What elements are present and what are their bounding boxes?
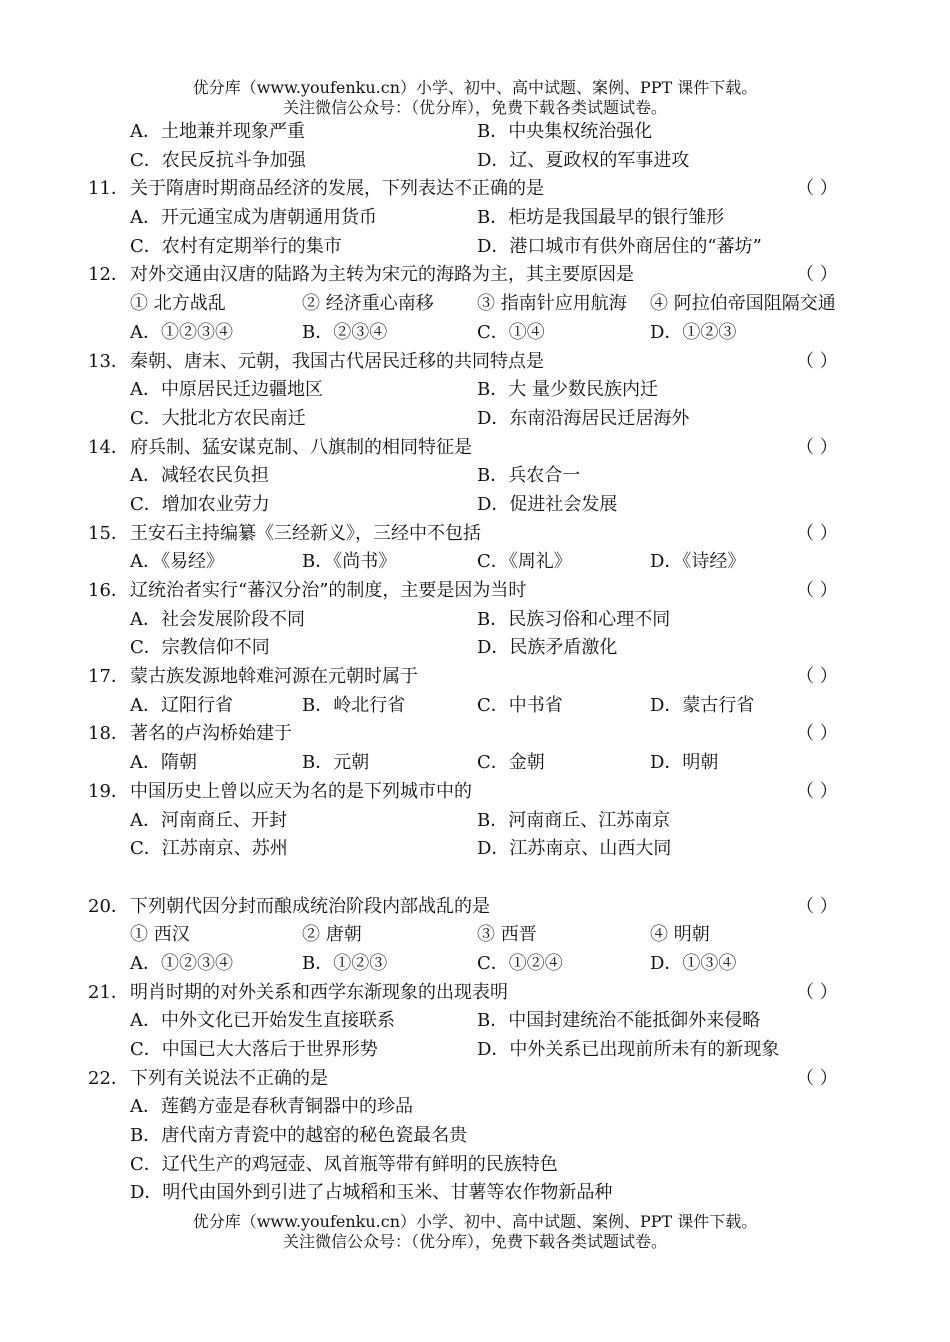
option-d: D．①②③ xyxy=(650,321,737,343)
answer-blank: （ ） xyxy=(796,1067,838,1089)
option-a: A．中外文化已开始发生直接联系 xyxy=(130,1010,395,1032)
option-b: B．岭北行省 xyxy=(302,694,406,716)
question-number: 22． xyxy=(88,1067,129,1089)
option-c: C．中国已大大落后于世界形势 xyxy=(130,1039,378,1060)
option-row xyxy=(88,1007,858,1036)
option-row xyxy=(88,835,858,864)
option-a: A．河南商丘、开封 xyxy=(130,809,287,831)
option-a: A．《易经》 xyxy=(130,551,224,573)
option-row xyxy=(88,204,858,233)
header-line-2: 关注微信公众号：（优分库），免费下载各类试题试卷。 xyxy=(282,98,667,117)
option-d: D．蒙古行省 xyxy=(650,694,755,716)
question-19 xyxy=(88,778,858,807)
option-row xyxy=(88,634,858,663)
option-row xyxy=(88,462,858,491)
option-d: D．中外关系已出现前所未有的新现象 xyxy=(477,1039,780,1060)
option-a: A．莲鹤方壶是春秋青铜器中的珍品 xyxy=(130,1096,413,1118)
option-b: B．中央集权统治强化 xyxy=(477,121,653,142)
option-row xyxy=(88,233,858,262)
question-number: 12． xyxy=(88,264,129,286)
question-number: 20． xyxy=(88,895,129,917)
option-b: B．《尚书》 xyxy=(302,551,397,573)
question-stem: 下列有关说法不正确的是 xyxy=(130,1067,328,1089)
option-c: C．农村有定期举行的集市 xyxy=(130,235,342,257)
answer-blank: （ ） xyxy=(796,780,838,802)
option-d: D．东南沿海居民迁居海外 xyxy=(477,407,690,429)
page-footer xyxy=(0,1212,950,1252)
option-row xyxy=(88,1093,858,1122)
question-number: 18． xyxy=(88,723,129,745)
option-d: D．港口城市有供外商居住的“蕃坊” xyxy=(477,235,762,257)
option-a: A．开元通宝成为唐朝通用货币 xyxy=(130,207,377,229)
question-stem: 关于隋唐时期商品经济的发展，下列表达不正确的是 xyxy=(130,178,544,200)
option-b: B．元朝 xyxy=(302,752,370,774)
option-d: D．①③④ xyxy=(650,952,737,974)
option-c: C．宗教信仰不同 xyxy=(130,637,270,659)
option-c: C．金朝 xyxy=(477,752,545,774)
question-13 xyxy=(88,348,858,377)
answer-blank: （ ） xyxy=(796,580,838,601)
option-b: B．兵农合一 xyxy=(477,465,581,487)
option-row xyxy=(88,405,858,434)
option-row xyxy=(88,376,858,405)
option-row xyxy=(88,548,858,577)
option-c: C．江苏南京、苏州 xyxy=(130,838,288,860)
option-d: D．明朝 xyxy=(650,752,719,774)
answer-blank: （ ） xyxy=(796,436,838,458)
option-row xyxy=(88,319,858,348)
question-stem: 下列朝代因分封而酿成统治阶段内部战乱的是 xyxy=(130,895,490,917)
option-row xyxy=(88,692,858,721)
option-a: A．辽阳行省 xyxy=(130,694,233,716)
question-number: 17． xyxy=(88,666,129,688)
question-stem: 蒙古族发源地斡难河源在元朝时属于 xyxy=(130,666,418,688)
option-a: A．中原居民迁边疆地区 xyxy=(130,379,323,401)
option-d: D．《诗经》 xyxy=(650,551,746,573)
question-11 xyxy=(88,175,858,204)
statement-4: ④ 阿拉伯帝国阻隔交通 xyxy=(650,293,836,315)
option-a: A．①②③④ xyxy=(130,321,233,343)
question-list xyxy=(88,118,858,1208)
option-row xyxy=(88,147,858,176)
option-c: C．增加农业劳力 xyxy=(130,493,270,515)
statement-3: ③ 西晋 xyxy=(477,924,537,946)
answer-blank: （ ） xyxy=(796,666,838,688)
option-c: C．辽代生产的鸡冠壶、凤首瓶等带有鲜明的民族特色 xyxy=(130,1153,558,1175)
question-stem: 著名的卢沟桥始建于 xyxy=(130,723,292,745)
option-b: B．唐代南方青瓷中的越窑的秘色瓷最名贵 xyxy=(130,1125,468,1147)
question-stem: 府兵制、猛安谋克制、八旗制的相同特征是 xyxy=(130,436,472,458)
option-b: B．中国封建统治不能抵御外来侵略 xyxy=(477,1010,761,1032)
option-a: A．社会发展阶段不同 xyxy=(130,608,305,630)
option-row xyxy=(88,950,858,979)
option-row xyxy=(88,1151,858,1180)
question-14 xyxy=(88,434,858,463)
option-b: B．河南商丘、江苏南京 xyxy=(477,809,671,831)
option-b: B．柜坊是我国最早的银行雏形 xyxy=(477,207,725,229)
answer-blank: （ ） xyxy=(796,522,838,544)
question-16 xyxy=(88,577,858,606)
option-d: D．辽、夏政权的军事进攻 xyxy=(477,149,690,171)
question-number: 13． xyxy=(88,350,129,372)
question-number: 11． xyxy=(88,178,129,200)
statement-1: ① 西汉 xyxy=(130,924,190,946)
question-17 xyxy=(88,663,858,692)
option-d: D．明代由国外到引进了占城稻和玉米、甘薯等农作物新品种 xyxy=(130,1182,613,1204)
option-c: C．中书省 xyxy=(477,694,563,716)
statement-1: ① 北方战乱 xyxy=(130,293,226,315)
option-row xyxy=(88,1179,858,1208)
option-c: C．大批北方农民南迁 xyxy=(130,407,306,429)
option-d: D．江苏南京、山西大同 xyxy=(477,838,672,860)
footer-line-1: 优分库（www.youfenku.cn）小学、初中、高中试题、案例、PPT 课件下载。 xyxy=(192,1212,758,1231)
question-21 xyxy=(88,979,858,1008)
question-stem: 王安石主持编纂《三经新义》，三经中不包括 xyxy=(130,522,481,544)
option-d: D．民族矛盾激化 xyxy=(477,637,618,659)
option-c: C．①④ xyxy=(477,321,545,343)
option-b: B．②③④ xyxy=(302,321,388,343)
question-number: 14． xyxy=(88,436,129,458)
statement-row xyxy=(88,290,858,319)
option-row xyxy=(88,118,858,147)
option-b: B．民族习俗和心理不同 xyxy=(477,608,671,630)
question-stem: 中国历史上曾以应天为名的是下列城市中的 xyxy=(130,780,472,802)
question-number: 15． xyxy=(88,522,129,544)
statement-3: ③ 指南针应用航海 xyxy=(477,293,627,315)
question-stem: 对外交通由汉唐的陆路为主转为宋元的海路为主，其主要原因是 xyxy=(130,264,634,286)
question-number: 16． xyxy=(88,580,129,601)
statement-4: ④ 明朝 xyxy=(650,924,710,946)
question-20 xyxy=(88,893,858,922)
option-c: C．《周礼》 xyxy=(477,551,572,573)
option-b: B．大 量少数民族内迁 xyxy=(477,379,658,401)
answer-blank: （ ） xyxy=(796,178,838,200)
option-b: B．①②③ xyxy=(302,952,388,974)
header-line-1: 优分库（www.youfenku.cn）小学、初中、高中试题、案例、PPT 课件下载。 xyxy=(192,78,758,97)
answer-blank: （ ） xyxy=(796,723,838,745)
footer-line-2: 关注微信公众号：（优分库），免费下载各类试题试卷。 xyxy=(282,1232,667,1251)
page-header xyxy=(0,78,950,118)
question-stem: 明肖时期的对外关系和西学东渐现象的出现表明 xyxy=(130,981,508,1003)
question-22 xyxy=(88,1065,858,1094)
statement-row xyxy=(88,921,858,950)
option-a: A．①②③④ xyxy=(130,952,233,974)
answer-blank: （ ） xyxy=(796,981,838,1003)
statement-2: ② 唐朝 xyxy=(302,924,362,946)
question-stem: 辽统治者实行“蕃汉分治”的制度，主要是因为当时 xyxy=(130,580,527,601)
question-18 xyxy=(88,720,858,749)
option-d: D．促进社会发展 xyxy=(477,493,618,515)
option-row xyxy=(88,1122,858,1151)
option-row xyxy=(88,1036,858,1065)
question-number: 21． xyxy=(88,981,129,1003)
option-row xyxy=(88,491,858,520)
question-stem: 秦朝、唐末、元朝，我国古代居民迁移的共同特点是 xyxy=(130,350,544,372)
question-12 xyxy=(88,261,858,290)
option-a: A．减轻农民负担 xyxy=(130,465,269,487)
option-row xyxy=(88,749,858,778)
option-row xyxy=(88,606,858,635)
option-c: C．农民反抗斗争加强 xyxy=(130,149,306,171)
statement-2: ② 经济重心南移 xyxy=(302,293,434,315)
question-number: 19． xyxy=(88,780,129,802)
option-a: A．隋朝 xyxy=(130,752,197,774)
option-row xyxy=(88,807,858,836)
answer-blank: （ ） xyxy=(796,264,838,286)
answer-blank: （ ） xyxy=(796,895,838,917)
answer-blank: （ ） xyxy=(796,350,838,372)
blank-line xyxy=(88,864,858,893)
option-a: A．土地兼并现象严重 xyxy=(130,121,305,142)
option-c: C．①②④ xyxy=(477,952,563,974)
question-15 xyxy=(88,520,858,549)
